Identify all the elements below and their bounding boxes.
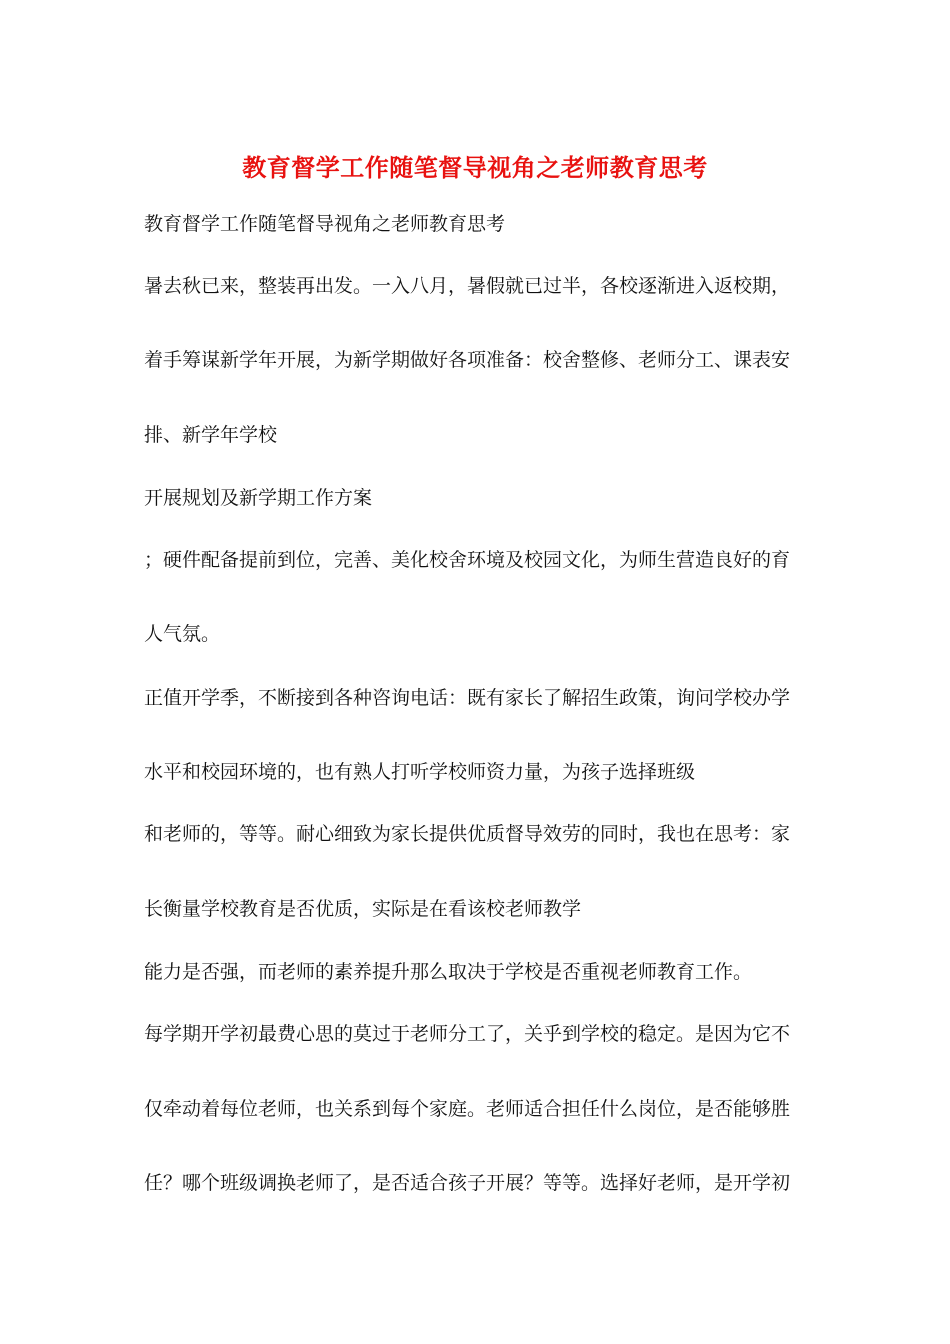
body-line: 每学期开学初最费心思的莫过于老师分工了，关乎到学校的稳定。是因为它不 <box>144 1023 791 1045</box>
body-line: 排、新学年学校 <box>144 424 278 446</box>
body-line: 长衡量学校教育是否优质，实际是在看该校老师教学 <box>144 898 582 920</box>
body-line: 仅牵动着每位老师，也关系到每个家庭。老师适合担任什么岗位，是否能够胜 <box>144 1098 791 1120</box>
body-line: 能力是否强，而老师的素养提升那么取决于学校是否重视老师教育工作。 <box>144 961 753 983</box>
body-line: 和老师的，等等。耐心细致为家长提供优质督导效劳的同时，我也在思考：家 <box>144 823 791 845</box>
body-line: 开展规划及新学期工作方案 <box>144 487 373 509</box>
body-line: 水平和校园环境的，也有熟人打听学校师资力量，为孩子选择班级 <box>144 761 696 783</box>
body-line: ；硬件配备提前到位，完善、美化校舍环境及校园文化，为师生营造良好的育 <box>144 549 791 571</box>
subtitle-line: 教育督学工作随笔督导视角之老师教育思考 <box>144 213 506 235</box>
body-line: 任？哪个班级调换老师了，是否适合孩子开展？等等。选择好老师，是开学初 <box>144 1172 791 1194</box>
body-line: 暑去秋已来，整装再出发。一入八月，暑假就已过半，各校逐渐进入返校期， <box>144 275 791 297</box>
body-line: 正值开学季，不断接到各种咨询电话：既有家长了解招生政策，询问学校办学 <box>144 687 791 709</box>
document-title: 教育督学工作随笔督导视角之老师教育思考 <box>242 153 708 182</box>
body-line: 人气氛。 <box>144 623 221 645</box>
body-line: 着手筹谋新学年开展，为新学期做好各项准备：校舍整修、老师分工、课表安 <box>144 349 791 371</box>
